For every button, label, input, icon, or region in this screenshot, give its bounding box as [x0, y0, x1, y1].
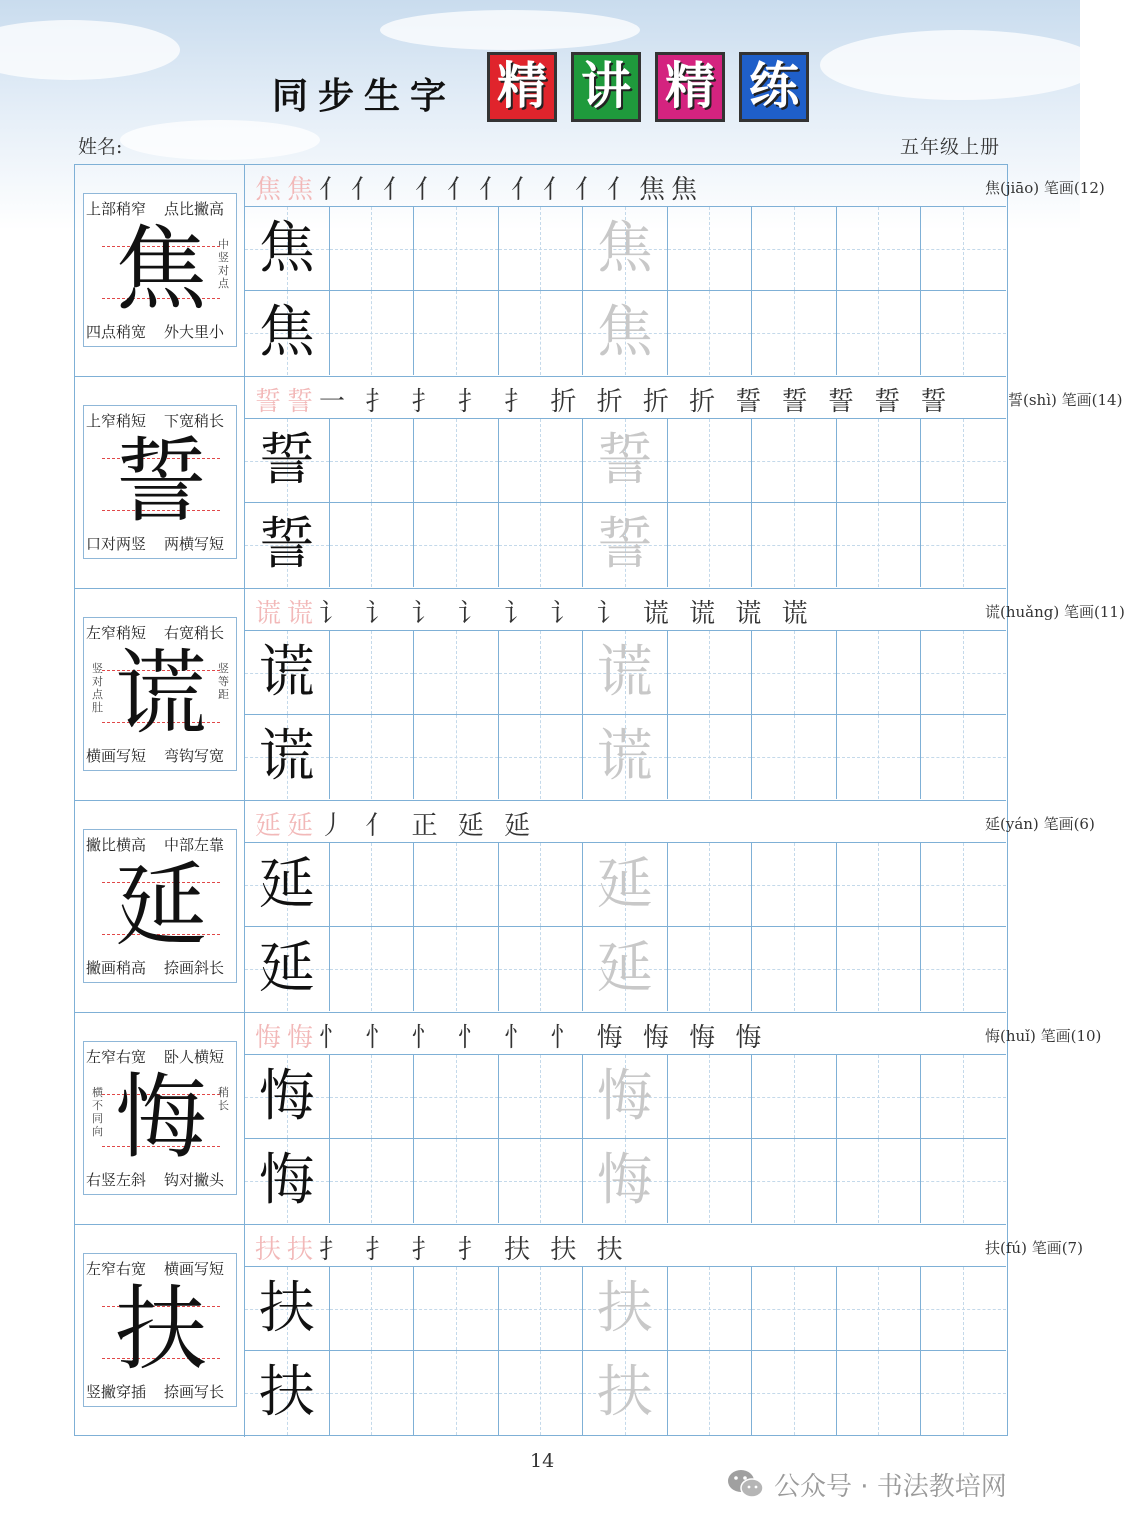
guide-panel [75, 1013, 245, 1224]
trace-character: 焦 [596, 216, 653, 281]
guide-panel [75, 1225, 245, 1437]
practice-cell[interactable] [752, 927, 837, 1011]
writing-guide-card [83, 617, 237, 771]
writing-tip: 捺画写长 [164, 1383, 225, 1401]
practice-cell[interactable] [414, 207, 499, 291]
practice-cell[interactable] [330, 207, 415, 291]
stroke-order-row [245, 801, 1095, 843]
stroke-order-row [245, 589, 1125, 631]
stroke-steps: 扌 扌 扌 扌 扶 扶 扶 [319, 1235, 629, 1265]
writing-tip: 上部稍窄 [86, 200, 147, 218]
writing-tip: 撇画稍高 [86, 959, 147, 977]
practice-cell[interactable] [752, 503, 837, 587]
practice-cell[interactable] [921, 419, 1006, 503]
practice-cell[interactable] [583, 1139, 668, 1223]
practice-cell[interactable] [921, 1351, 1006, 1435]
practice-cell[interactable] [245, 715, 330, 799]
practice-cell[interactable] [752, 631, 837, 715]
stroke-order-row [245, 1225, 1083, 1267]
example-character: 谎 [258, 640, 315, 705]
practice-cell[interactable] [583, 419, 668, 503]
practice-cell[interactable] [414, 291, 499, 375]
practice-cell[interactable] [583, 1267, 668, 1351]
pinyin-label: 延(yán) [985, 815, 1039, 833]
practice-cell[interactable] [583, 927, 668, 1011]
practice-cell[interactable] [330, 503, 415, 587]
stroke-steps: 讠 讠 讠 讠 讠 讠 讠 谎 谎 谎 谎 [319, 599, 814, 629]
writing-tip: 横画写短 [86, 747, 147, 765]
stroke-count: 笔画(6) [1043, 815, 1095, 833]
character-info [1008, 389, 1122, 410]
title-badge-4: 练 [739, 52, 809, 122]
trace-character: 焦 [596, 300, 653, 365]
practice-cell[interactable] [921, 1055, 1006, 1139]
name-label: 姓名: [78, 136, 123, 158]
stroke-ghost: 悔悔 [255, 1023, 320, 1053]
stroke-steps: 忄 忄 忄 忄 忄 忄 悔 悔 悔 悔 [319, 1023, 768, 1053]
practice-cell[interactable] [414, 1351, 499, 1435]
practice-cell[interactable] [921, 503, 1006, 587]
practice-grid [245, 419, 1006, 587]
practice-cell[interactable] [499, 715, 584, 799]
practice-cell[interactable] [921, 207, 1006, 291]
practice-grid [245, 843, 1006, 1011]
writing-tip: 四点稍宽 [86, 323, 147, 341]
practice-cell[interactable] [668, 1267, 753, 1351]
stroke-count: 笔画(14) [1061, 391, 1123, 409]
character-block [75, 801, 1095, 1013]
practice-cell[interactable] [752, 1139, 837, 1223]
stroke-count: 笔画(7) [1031, 1239, 1083, 1257]
stroke-steps: 一 扌 扌 扌 扌 折 折 折 折 誓 誓 誓 誓 誓 [319, 387, 953, 417]
model-character: 延 [114, 852, 207, 959]
practice-cell[interactable] [245, 1055, 330, 1139]
practice-cell[interactable] [752, 1351, 837, 1435]
writing-tip: 左窄稍短 [86, 624, 147, 642]
stroke-count: 笔画(10) [1040, 1027, 1102, 1045]
watermark: 公众号 · 书法教培网 [774, 1472, 1007, 1502]
example-character: 延 [258, 936, 315, 1001]
example-character: 扶 [258, 1360, 315, 1425]
guide-panel [75, 801, 245, 1012]
practice-cell[interactable] [245, 291, 330, 375]
stroke-count: 笔画(11) [1064, 603, 1125, 621]
practice-cell[interactable] [668, 419, 753, 503]
practice-cell[interactable] [583, 715, 668, 799]
practice-cell[interactable] [499, 207, 584, 291]
stroke-order-sequence [255, 1229, 629, 1266]
writing-tip: 口对两竖 [86, 535, 147, 553]
character-info [985, 1025, 1101, 1046]
practice-cell[interactable] [921, 631, 1006, 715]
example-character: 焦 [258, 216, 315, 281]
model-character: 誓 [114, 428, 207, 535]
character-block [75, 377, 1123, 589]
title-badge-1: 精 [487, 52, 557, 122]
practice-cell[interactable] [499, 1267, 584, 1351]
practice-cell[interactable] [414, 1267, 499, 1351]
practice-cell[interactable] [245, 207, 330, 291]
practice-cell[interactable] [499, 291, 584, 375]
stroke-order-row [245, 1013, 1102, 1055]
structure-note: 竖对点肚 [92, 662, 103, 714]
practice-cell[interactable] [414, 503, 499, 587]
writing-tip: 钩对撇头 [164, 1171, 225, 1189]
practice-cell[interactable] [499, 1055, 584, 1139]
pinyin-label: 谎(huǎng) [985, 603, 1060, 621]
writing-tip: 左窄右宽 [86, 1048, 147, 1066]
writing-tip: 右竖左斜 [86, 1171, 147, 1189]
example-character: 焦 [258, 300, 315, 365]
practice-cell[interactable] [414, 1055, 499, 1139]
practice-cell[interactable] [752, 1055, 837, 1139]
pinyin-label: 悔(huǐ) [985, 1027, 1036, 1045]
practice-cell[interactable] [668, 843, 753, 927]
character-block [75, 1225, 1083, 1437]
practice-sheet [74, 164, 1125, 1436]
practice-cell[interactable] [245, 1267, 330, 1351]
stroke-order-row [245, 377, 1123, 419]
practice-grid [245, 1267, 1006, 1435]
writing-guide-card [83, 405, 237, 559]
writing-guide-card [83, 1253, 237, 1407]
writing-tip: 弯钩写宽 [164, 747, 225, 765]
example-character: 悔 [258, 1064, 315, 1129]
practice-cell[interactable] [752, 291, 837, 375]
practice-cell[interactable] [499, 1139, 584, 1223]
guide-panel [75, 165, 245, 376]
stroke-ghost: 延延 [255, 811, 320, 841]
pinyin-label: 扶(fú) [985, 1239, 1027, 1257]
practice-cell[interactable] [245, 419, 330, 503]
practice-cell[interactable] [583, 207, 668, 291]
example-character: 誓 [258, 428, 315, 493]
practice-cell[interactable] [837, 843, 922, 927]
writing-tip: 点比撇高 [164, 200, 225, 218]
stroke-ghost: 誓誓 [255, 387, 320, 417]
stroke-ghost: 扶扶 [255, 1235, 320, 1265]
stroke-count: 笔画(12) [1043, 179, 1105, 197]
practice-cell[interactable] [837, 715, 922, 799]
practice-cell[interactable] [921, 1267, 1006, 1351]
practice-cell[interactable] [837, 1351, 922, 1435]
practice-cell[interactable] [837, 503, 922, 587]
model-character: 焦 [114, 216, 207, 323]
practice-cell[interactable] [245, 843, 330, 927]
practice-cell[interactable] [583, 503, 668, 587]
practice-cell[interactable] [499, 503, 584, 587]
character-info [985, 813, 1095, 834]
practice-cell[interactable] [414, 843, 499, 927]
writing-tip: 中部左靠 [164, 836, 225, 854]
practice-cell[interactable] [499, 631, 584, 715]
writing-tip: 捺画斜长 [164, 959, 225, 977]
structure-note: 竖等距 [218, 662, 229, 701]
structure-note: 横不同向 [92, 1086, 103, 1138]
trace-character: 誓 [596, 428, 653, 493]
practice-cell[interactable] [583, 843, 668, 927]
practice-cell[interactable] [414, 1139, 499, 1223]
practice-cell[interactable] [837, 631, 922, 715]
structure-note: 稍长 [218, 1086, 229, 1112]
practice-cell[interactable] [752, 715, 837, 799]
page-number: 14 [530, 1450, 555, 1472]
practice-cell[interactable] [837, 291, 922, 375]
practice-cell[interactable] [583, 1055, 668, 1139]
example-character: 延 [258, 852, 315, 917]
practice-cell[interactable] [752, 207, 837, 291]
writing-guide-card [83, 1041, 237, 1195]
trace-character: 延 [596, 936, 653, 1001]
writing-tip: 右宽稍长 [164, 624, 225, 642]
practice-cell[interactable] [245, 1139, 330, 1223]
stroke-order-sequence [255, 1017, 767, 1054]
model-character: 谎 [114, 640, 207, 747]
structure-note: 中竖对点 [218, 238, 229, 290]
stroke-order-sequence [255, 593, 814, 630]
practice-cell[interactable] [499, 419, 584, 503]
stroke-ghost: 焦焦 [255, 175, 320, 205]
trace-character: 谎 [596, 724, 653, 789]
practice-grid [245, 631, 1006, 799]
practice-cell[interactable] [837, 927, 922, 1011]
trace-character: 扶 [596, 1360, 653, 1425]
writing-tip: 横画写短 [164, 1260, 225, 1278]
practice-cell[interactable] [245, 927, 330, 1011]
stroke-order-sequence [255, 169, 703, 206]
writing-tip: 撇比横高 [86, 836, 147, 854]
writing-tip: 卧人横短 [164, 1048, 225, 1066]
practice-cell[interactable] [245, 1351, 330, 1435]
practice-cell[interactable] [583, 291, 668, 375]
example-character: 誓 [258, 512, 315, 577]
practice-grid [245, 1055, 1006, 1223]
pinyin-label: 焦(jiāo) [985, 179, 1040, 197]
character-info [985, 1237, 1083, 1258]
practice-cell[interactable] [921, 843, 1006, 927]
practice-cell[interactable] [668, 207, 753, 291]
guide-panel [75, 377, 245, 588]
character-block [75, 589, 1125, 801]
wechat-icon [726, 1468, 766, 1500]
title-badge-2: 讲 [571, 52, 641, 122]
practice-cell[interactable] [330, 419, 415, 503]
practice-cell[interactable] [414, 927, 499, 1011]
character-block [75, 165, 1105, 377]
character-block [75, 1013, 1102, 1225]
practice-cell[interactable] [499, 1351, 584, 1435]
practice-cell[interactable] [921, 927, 1006, 1011]
practice-cell[interactable] [330, 843, 415, 927]
practice-cell[interactable] [837, 1055, 922, 1139]
practice-cell[interactable] [668, 291, 753, 375]
practice-cell[interactable] [499, 927, 584, 1011]
practice-grid [245, 207, 1006, 375]
practice-cell[interactable] [668, 503, 753, 587]
practice-cell[interactable] [668, 1139, 753, 1223]
practice-cell[interactable] [921, 1139, 1006, 1223]
practice-cell[interactable] [330, 1351, 415, 1435]
stroke-steps: 亻亻亻亻亻亻亻亻亻亻焦焦 [319, 175, 704, 205]
writing-guide-card [83, 829, 237, 983]
practice-cell[interactable] [752, 1267, 837, 1351]
practice-cell[interactable] [668, 715, 753, 799]
practice-cell[interactable] [752, 843, 837, 927]
practice-cell[interactable] [330, 927, 415, 1011]
practice-cell[interactable] [837, 1139, 922, 1223]
practice-cell[interactable] [837, 207, 922, 291]
model-character: 扶 [114, 1276, 207, 1383]
pinyin-label: 誓(shì) [1008, 391, 1057, 409]
page-header [0, 52, 1080, 126]
practice-cell[interactable] [330, 631, 415, 715]
stroke-order-row [245, 165, 1105, 207]
example-character: 悔 [258, 1148, 315, 1213]
trace-character: 誓 [596, 512, 653, 577]
trace-character: 悔 [596, 1064, 653, 1129]
character-info [985, 177, 1105, 198]
writing-tip: 下宽稍长 [164, 412, 225, 430]
practice-cell[interactable] [668, 927, 753, 1011]
trace-character: 扶 [596, 1276, 653, 1341]
example-character: 扶 [258, 1276, 315, 1341]
practice-cell[interactable] [330, 1055, 415, 1139]
model-character: 悔 [114, 1064, 207, 1171]
writing-tip: 上窄稍短 [86, 412, 147, 430]
trace-character: 悔 [596, 1148, 653, 1213]
practice-cell[interactable] [499, 843, 584, 927]
stroke-order-sequence [255, 381, 952, 418]
practice-cell[interactable] [668, 1055, 753, 1139]
trace-character: 谎 [596, 640, 653, 705]
writing-tip: 左窄右宽 [86, 1260, 147, 1278]
practice-cell[interactable] [668, 1351, 753, 1435]
character-info [985, 601, 1125, 622]
practice-cell[interactable] [330, 1139, 415, 1223]
practice-cell[interactable] [583, 1351, 668, 1435]
stroke-steps: 丿 亻 正 延 延 [319, 811, 537, 841]
practice-cell[interactable] [414, 419, 499, 503]
example-character: 谎 [258, 724, 315, 789]
stroke-ghost: 谎谎 [255, 599, 320, 629]
page-title: 同步生字 [272, 76, 457, 117]
writing-guide-card [83, 193, 237, 347]
practice-cell[interactable] [330, 1267, 415, 1351]
practice-cell[interactable] [414, 715, 499, 799]
practice-cell[interactable] [330, 291, 415, 375]
guide-panel [75, 589, 245, 800]
practice-cell[interactable] [330, 715, 415, 799]
grade-label: 五年级上册 [900, 136, 1001, 158]
practice-cell[interactable] [245, 631, 330, 715]
practice-cell[interactable] [752, 419, 837, 503]
practice-cell[interactable] [837, 1267, 922, 1351]
title-badge-3: 精 [655, 52, 725, 122]
writing-tip: 两横写短 [164, 535, 225, 553]
practice-cell[interactable] [414, 631, 499, 715]
writing-tip: 竖撇穿插 [86, 1383, 147, 1401]
practice-cell[interactable] [583, 631, 668, 715]
writing-tip: 外大里小 [164, 323, 225, 341]
trace-character: 延 [596, 852, 653, 917]
practice-cell[interactable] [921, 291, 1006, 375]
practice-cell[interactable] [245, 503, 330, 587]
practice-cell[interactable] [668, 631, 753, 715]
stroke-order-sequence [255, 805, 536, 842]
practice-cell[interactable] [837, 419, 922, 503]
practice-cell[interactable] [921, 715, 1006, 799]
